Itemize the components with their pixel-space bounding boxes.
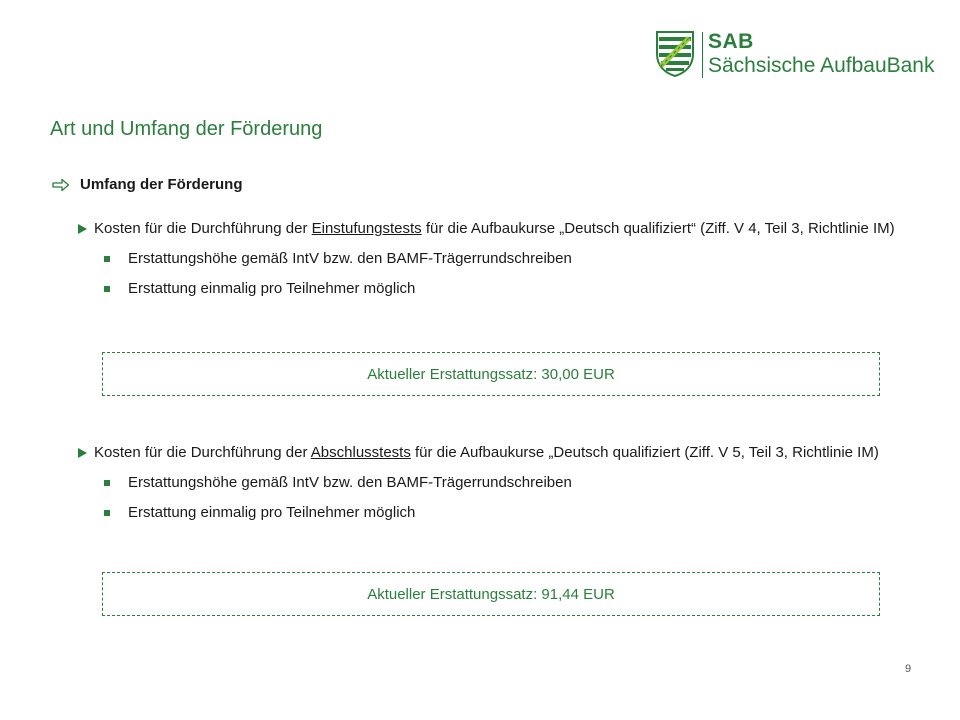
section-heading-text: Umfang der Förderung bbox=[80, 176, 243, 193]
sub-list-item bbox=[104, 472, 908, 494]
underlined-term: Einstufungstests bbox=[311, 220, 422, 237]
bullet-text bbox=[94, 218, 899, 240]
sub-item-text: Erstattung einmalig pro Teilnehmer möglich bbox=[128, 504, 416, 521]
logo-divider bbox=[702, 32, 703, 78]
section-heading bbox=[52, 176, 243, 193]
text-after: für die Aufbaukurse „Deutsch qualifiziert“ (Ziff. V 4, Teil 3, Richtlinie IM) bbox=[421, 220, 895, 237]
rate-box bbox=[102, 572, 880, 616]
rate-box bbox=[102, 352, 880, 396]
logo-bank-name: Sächsische AufbauBank bbox=[708, 54, 935, 77]
text-before: Kosten für die Durchführung der bbox=[94, 220, 312, 237]
sab-logo bbox=[655, 30, 945, 82]
square-bullet-icon bbox=[104, 510, 110, 516]
saxony-coat-of-arms-icon bbox=[655, 30, 695, 78]
bullet-level-1 bbox=[78, 218, 908, 240]
sub-item-text: Erstattungshöhe gemäß IntV bzw. den BAMF-Trägerrundschreiben bbox=[128, 250, 572, 267]
underlined-term: Abschlusstests bbox=[310, 444, 411, 461]
text-before: Kosten für die Durchführung der bbox=[94, 444, 311, 461]
page-title: Art und Umfang der Förderung bbox=[50, 118, 323, 140]
triangle-bullet-icon bbox=[78, 448, 87, 458]
sub-item-text: Erstattung einmalig pro Teilnehmer möglich bbox=[128, 280, 416, 297]
text-after: für die Aufbaukurse „Deutsch qualifiziert (Ziff. V 5, Teil 3, Richtlinie IM) bbox=[410, 444, 879, 461]
bullet-text bbox=[94, 442, 899, 464]
page-number: 9 bbox=[905, 663, 912, 675]
sub-list-item bbox=[104, 248, 908, 270]
rate-text: Aktueller Erstattungssatz: 91,44 EUR bbox=[367, 585, 615, 603]
square-bullet-icon bbox=[104, 480, 110, 486]
triangle-bullet-icon bbox=[78, 224, 87, 234]
list-item bbox=[78, 442, 908, 524]
square-bullet-icon bbox=[104, 286, 110, 292]
sub-list-item bbox=[104, 278, 908, 300]
outline-arrow-right-icon bbox=[52, 178, 70, 192]
list-item bbox=[78, 218, 908, 300]
sub-item-text: Erstattungshöhe gemäß IntV bzw. den BAMF-Trägerrundschreiben bbox=[128, 474, 572, 491]
rate-text: Aktueller Erstattungssatz: 30,00 EUR bbox=[367, 365, 615, 383]
square-bullet-icon bbox=[104, 256, 110, 262]
sub-list-item bbox=[104, 502, 908, 524]
logo-abbreviation: SAB bbox=[708, 30, 754, 53]
bullet-level-1 bbox=[78, 442, 908, 464]
